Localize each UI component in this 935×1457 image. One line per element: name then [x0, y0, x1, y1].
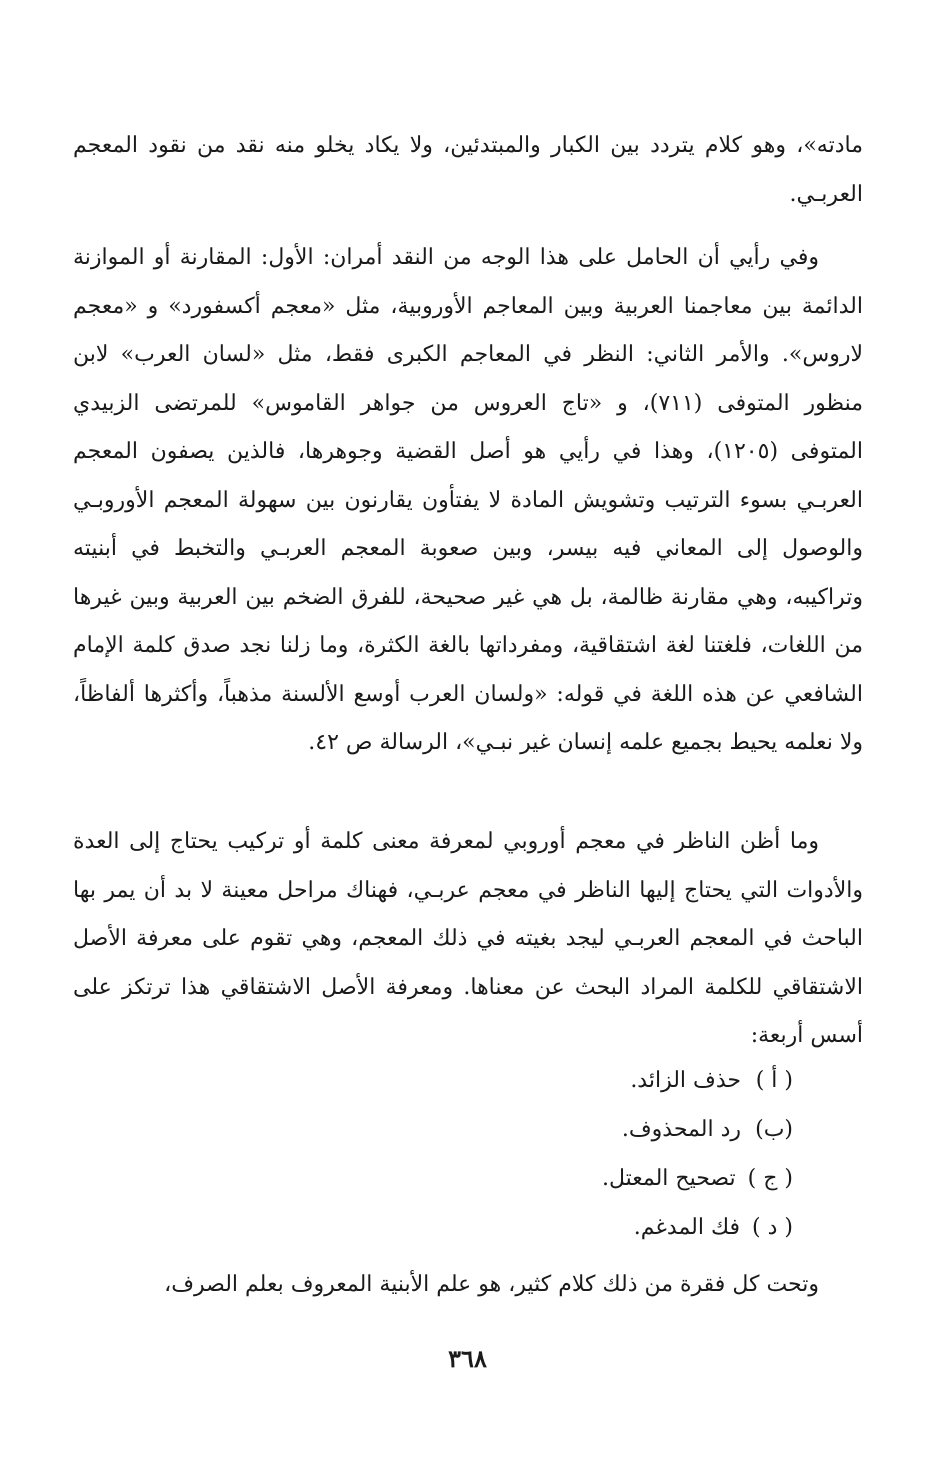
list-item — [602, 1203, 793, 1252]
list-marker: ( ج ) — [747, 1166, 793, 1191]
list-marker: ( د ) — [752, 1215, 793, 1240]
list-item-text: رد المحذوف. — [621, 1117, 741, 1142]
list-item-text: فك المدغم. — [633, 1215, 741, 1240]
paragraph-text: مادته»، وهو كلام يتردد بين الكبار والمبتدئين، ولا يكاد يخلو منه نقد من نقود المعجم العربـي. — [73, 133, 863, 207]
foundations-list — [602, 1056, 793, 1252]
list-item — [602, 1056, 793, 1105]
paragraph-morphology — [73, 1261, 863, 1310]
page-number: ٣٦٨ — [448, 1344, 487, 1373]
paragraph-continuation — [73, 122, 863, 219]
paragraph-text: وتحت كل فقرة من ذلك كلام كثير، هو علم الأبنية المعروف بعلم الصرف، — [164, 1272, 819, 1297]
list-item — [602, 1154, 793, 1203]
list-marker: (ب) — [755, 1117, 793, 1142]
list-item-text: حذف الزائد. — [630, 1068, 741, 1093]
paragraph-derivation-steps — [73, 818, 863, 1061]
list-marker: ( أ ) — [755, 1068, 793, 1093]
paragraph-critique-reasons — [73, 234, 863, 768]
list-item-text: تصحيح المعتل. — [601, 1166, 736, 1191]
paragraph-text: وما أظن الناظر في معجم أوروبي لمعرفة معنى كلمة أو تركيب يحتاج إلى العدة والأدوات التي يحتاج إليها الناظر في معجم عربـي، فهناك مراحل معينة لا بد أن يمر بها الباحث في المعجم العربـي ليجد بغيته في ذلك المعجم، وهي تقوم على معرفة الأصل الاشتقاقي للكلمة المراد البحث عن معناها. ومعرفة الأصل الاشتقاقي هذا ترتكز على أسس أربعة: — [73, 829, 863, 1048]
paragraph-text: وفي رأيي أن الحامل على هذا الوجه من النقد أمران: الأول: المقارنة أو الموازنة الدائمة بين معاجمنا العربية وبين المعاجم الأوروبية، مثل «معجم أكسفورد» و «معجم لاروس». والأمر الثاني: النظر في المعاجم الكبرى فقط، مثل «لسان العرب» لابن منظور المتوفى (٧١١)، و «تاج العروس من جواهر القاموس» للمرتضى الزبيدي المتوفى (١٢٠٥)، وهذا في رأيي هو أصل القضية وجوهرها، فالذين يصفون المعجم العربـي بسوء الترتيب وتشويش المادة لا يفتأون يقارنون بين سهولة المعجم الأوروبـي والوصول إلى المعاني فيه بيسر، وبين صعوبة المعجم العربـي والتخبط في أبنيته وتراكيبه، وهي مقارنة ظالمة، بل هي غير صحيحة، للفرق الضخم بين العربية وبين غيرها من اللغات، فلغتنا لغة اشتقاقية، ومفرداتها بالغة الكثرة، وما زلنا نجد صدق كلمة الإمام الشافعي عن هذه اللغة في قوله: «ولسان العرب أوسع الألسنة مذهباً، وأكثرها ألفاظاً، ولا نعلمه يحيط بجميع علمه إنسان غير نبـي»، الرسالة ص ٤٢. — [73, 245, 864, 755]
list-item — [602, 1105, 793, 1154]
